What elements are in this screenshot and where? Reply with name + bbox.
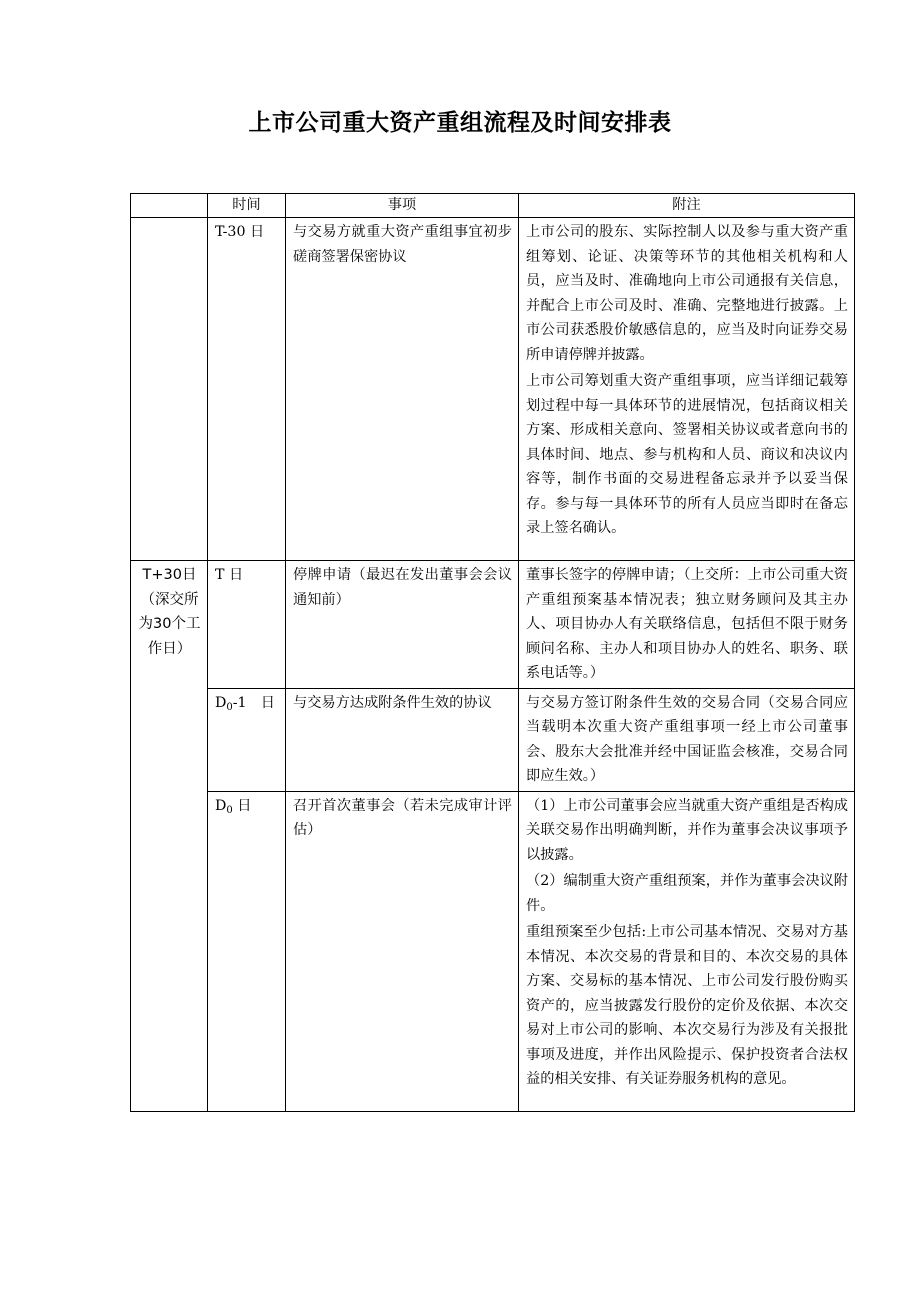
time-suffix: -1 日 — [232, 694, 275, 711]
item-cell: 与交易方达成附条件生效的协议 — [286, 688, 519, 791]
note-cell — [519, 561, 855, 689]
item-cell: 召开首次董事会（若未完成审计评估） — [286, 791, 519, 1111]
time-subscript: 0 — [226, 701, 233, 713]
header-note: 附注 — [519, 194, 855, 218]
item-cell: 停牌申请（最迟在发出董事会会议通知前） — [286, 561, 519, 689]
note-cell — [519, 791, 855, 1111]
phase-cell-empty — [131, 218, 208, 561]
item-cell: 与交易方就重大资产重组事宜初步磋商签署保密协议 — [286, 218, 519, 561]
note-paragraph: （1）上市公司董事会应当就重大资产重组是否构成关联交易作出明确判断，并作为董事会决议事项予以披露。 — [526, 797, 848, 863]
note-paragraph: 上市公司的股东、实际控制人以及参与重大资产重组筹划、论证、决策等环节的其他相关机构和人员，应当及时、准确地向上市公司通报有关信息，并配合上市公司及时、准确、完整地进行披露。上市公司获悉股价敏感信息的，应当及时向证券交易所申请停牌并披露。 — [526, 224, 848, 363]
header-item: 事项 — [286, 194, 519, 218]
phase-cell: T+30日（深交所为30个工作日） — [131, 561, 208, 1112]
note-cell — [519, 688, 855, 791]
time-cell — [208, 688, 286, 791]
schedule-table — [130, 193, 855, 1112]
time-cell — [208, 791, 286, 1111]
note-paragraph: 董事长签字的停牌申请；（上交所：上市公司重大资产重组预案基本情况表；独立财务顾问及其主办人、项目协办人有关联络信息，包括但不限于财务顾问名称、主办人和项目协办人的姓名、职务、联系电话等。） — [526, 567, 848, 681]
time-cell: T 日 — [208, 561, 286, 689]
time-prefix: D — [215, 694, 227, 711]
table-header-row — [131, 194, 855, 218]
note-paragraph: （2）编制重大资产重组预案，并作为董事会决议附件。 — [526, 873, 848, 914]
page-title: 上市公司重大资产重组流程及时间安排表 — [248, 109, 672, 136]
table-row — [131, 688, 855, 791]
time-prefix: D — [215, 797, 227, 814]
table-row — [131, 791, 855, 1111]
time-cell: T-30 日 — [208, 218, 286, 561]
header-time: 时间 — [208, 194, 286, 218]
header-phase — [131, 194, 208, 218]
table-row — [131, 218, 855, 561]
note-cell — [519, 218, 855, 561]
time-subscript: 0 — [226, 804, 233, 816]
table-row — [131, 561, 855, 689]
note-paragraph: 重组预案至少包括:上市公司基本情况、交易对方基本情况、本次交易的背景和目的、本次交易的具体方案、交易标的基本情况、上市公司发行股份购买资产的，应当披露发行股份的定价及依据、本次交易对上市公司的影响、本次交易行为涉及有关报批事项及进度，并作出风险提示、保护投资者合法权益的相关安排、有关证券服务机构的意见。 — [526, 924, 848, 1087]
note-paragraph: 上市公司筹划重大资产重组事项，应当详细记载筹划过程中每一具体环节的进展情况，包括商议相关方案、形成相关意向、签署相关协议或者意向书的具体时间、地点、参与机构和人员、商议和决议内容等，制作书面的交易进程备忘录并予以妥当保存。参与每一具体环节的所有人员应当即时在备忘录上签名确认。 — [526, 373, 848, 536]
note-paragraph: 与交易方签订附条件生效的交易合同（交易合同应当载明本次重大资产重组事项一经上市公司董事会、股东大会批准并经中国证监会核准，交易合同即应生效。） — [526, 694, 848, 784]
time-suffix: 日 — [232, 797, 252, 814]
